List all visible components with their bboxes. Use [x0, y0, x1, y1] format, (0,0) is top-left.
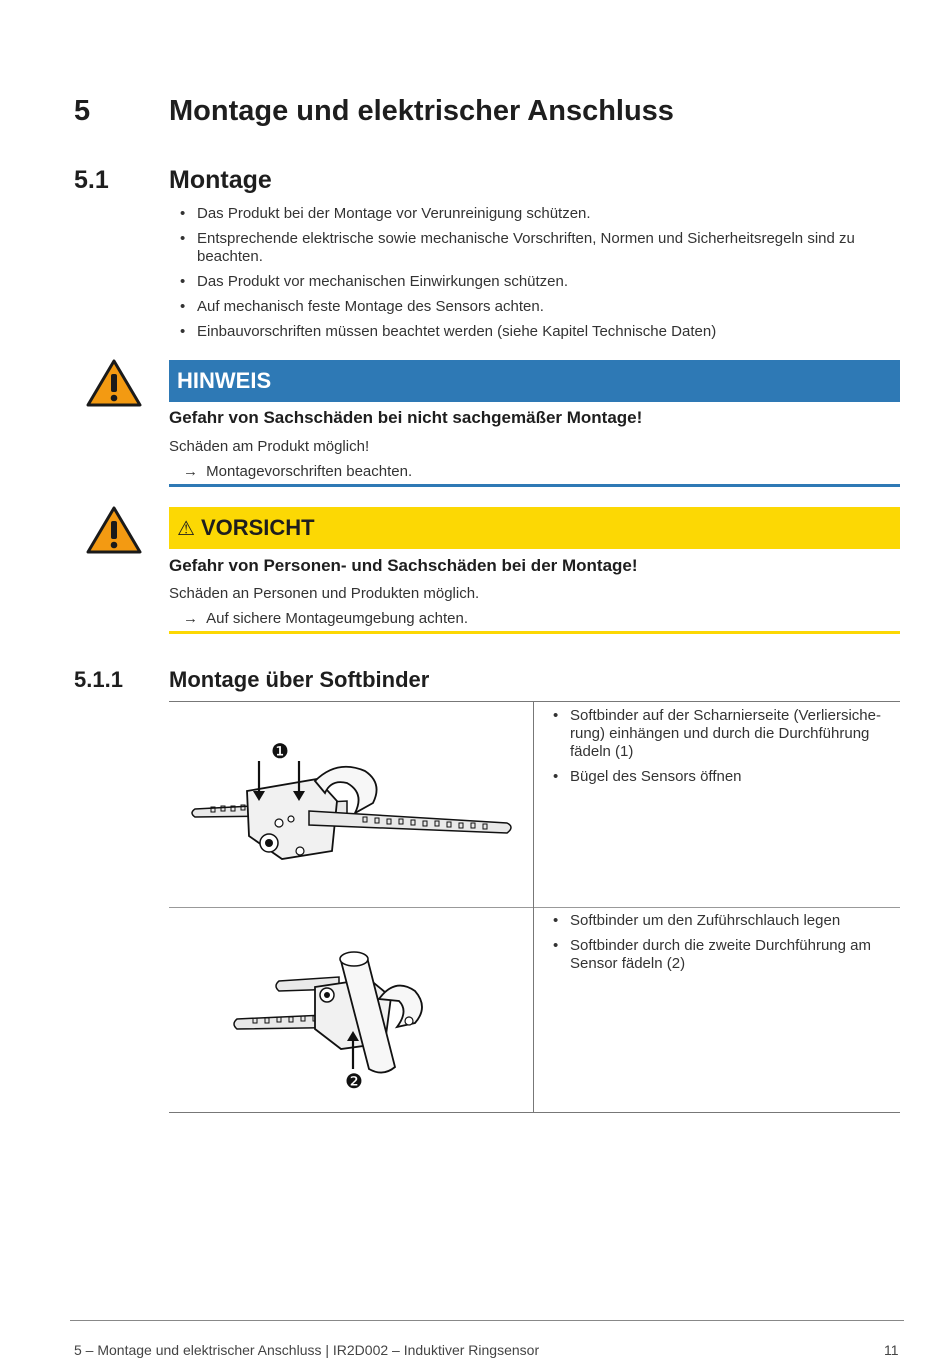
warning-triangle-icon [86, 358, 142, 413]
vorsicht-title: Gefahr von Personen- und Sachschäden bei der Montage! [169, 556, 638, 575]
vorsicht-divider [169, 631, 900, 634]
chapter-title: Montage und elektrischer Anschluss [169, 95, 674, 127]
subsection-title: Montage über Softbinder [169, 667, 430, 692]
hinweis-action [183, 463, 412, 480]
hinweis-title: Gefahr von Sachschäden bei nicht sachgemäßer Montage! [169, 408, 643, 427]
softbinder-figure-2 [219, 937, 519, 1097]
step-marker-2: ❷ [345, 1071, 363, 1093]
arrow-right-icon: → [183, 610, 198, 627]
hinweis-divider [169, 484, 900, 487]
vorsicht-action [183, 610, 468, 627]
hinweis-banner [169, 360, 900, 402]
table-column-divider [533, 701, 534, 1113]
subsection-number: 5.1.1 [74, 667, 123, 692]
page-number: 11 [884, 1342, 899, 1358]
footer-text: 5 – Montage und elektrischer Anschluss | IR2D002 – Induktiver Ringsensor [74, 1342, 540, 1358]
warning-triangle-icon [86, 505, 142, 560]
list-item: • Entsprechende elektrische sowie mechanische Vorschriften, Normen und Sicherheitsregeln sind zu beachten. [169, 230, 899, 266]
table-border-top [169, 701, 900, 702]
caution-symbol-icon: ⚠ [177, 517, 195, 540]
table-border-bottom [169, 1112, 900, 1113]
table-row [219, 937, 519, 1097]
vorsicht-banner [169, 507, 900, 549]
list-item: • Softbinder auf der Scharnierseite (Verliersiche-rung) einhängen und durch die Durchführung fädeln (1) [550, 707, 890, 761]
list-item: • Auf mechanisch feste Montage des Sensors achten. [169, 298, 899, 316]
section-bullet-list [169, 205, 899, 348]
list-item: • Softbinder um den Zuführschlauch legen [550, 912, 890, 930]
step-1-bullets [550, 707, 890, 793]
list-item: • Einbauvorschriften müssen beachtet werden (siehe Kapitel Technische Daten) [169, 323, 899, 341]
steps-table [169, 701, 900, 1113]
arrow-right-icon: → [183, 463, 198, 480]
hinweis-text: Schäden am Produkt möglich! [169, 438, 370, 455]
section-title: Montage [169, 166, 272, 194]
table-row [187, 731, 517, 881]
vorsicht-action-text: Auf sichere Montageumgebung achten. [206, 610, 469, 627]
chapter-number: 5 [74, 95, 91, 127]
list-item: • Das Produkt bei der Montage vor Verunreinigung schützen. [169, 205, 899, 223]
vorsicht-text: Schäden an Personen und Produkten möglich. [169, 585, 480, 602]
hinweis-action-text: Montagevorschriften beachten. [206, 463, 413, 480]
hinweis-label: HINWEIS [177, 368, 272, 393]
vorsicht-label: VORSICHT [200, 515, 315, 540]
footer-rule [70, 1320, 904, 1321]
list-item: • Softbinder durch die zweite Durchführung am Sensor fädeln (2) [550, 937, 890, 973]
softbinder-figure-1 [187, 731, 517, 881]
step-2-bullets [550, 912, 890, 980]
section-number: 5.1 [74, 166, 109, 194]
list-item: • Das Produkt vor mechanischen Einwirkungen schützen. [169, 273, 899, 291]
step-marker-1: ❶ [271, 741, 289, 763]
table-row-divider [169, 907, 900, 908]
list-item: • Bügel des Sensors öffnen [550, 768, 890, 786]
